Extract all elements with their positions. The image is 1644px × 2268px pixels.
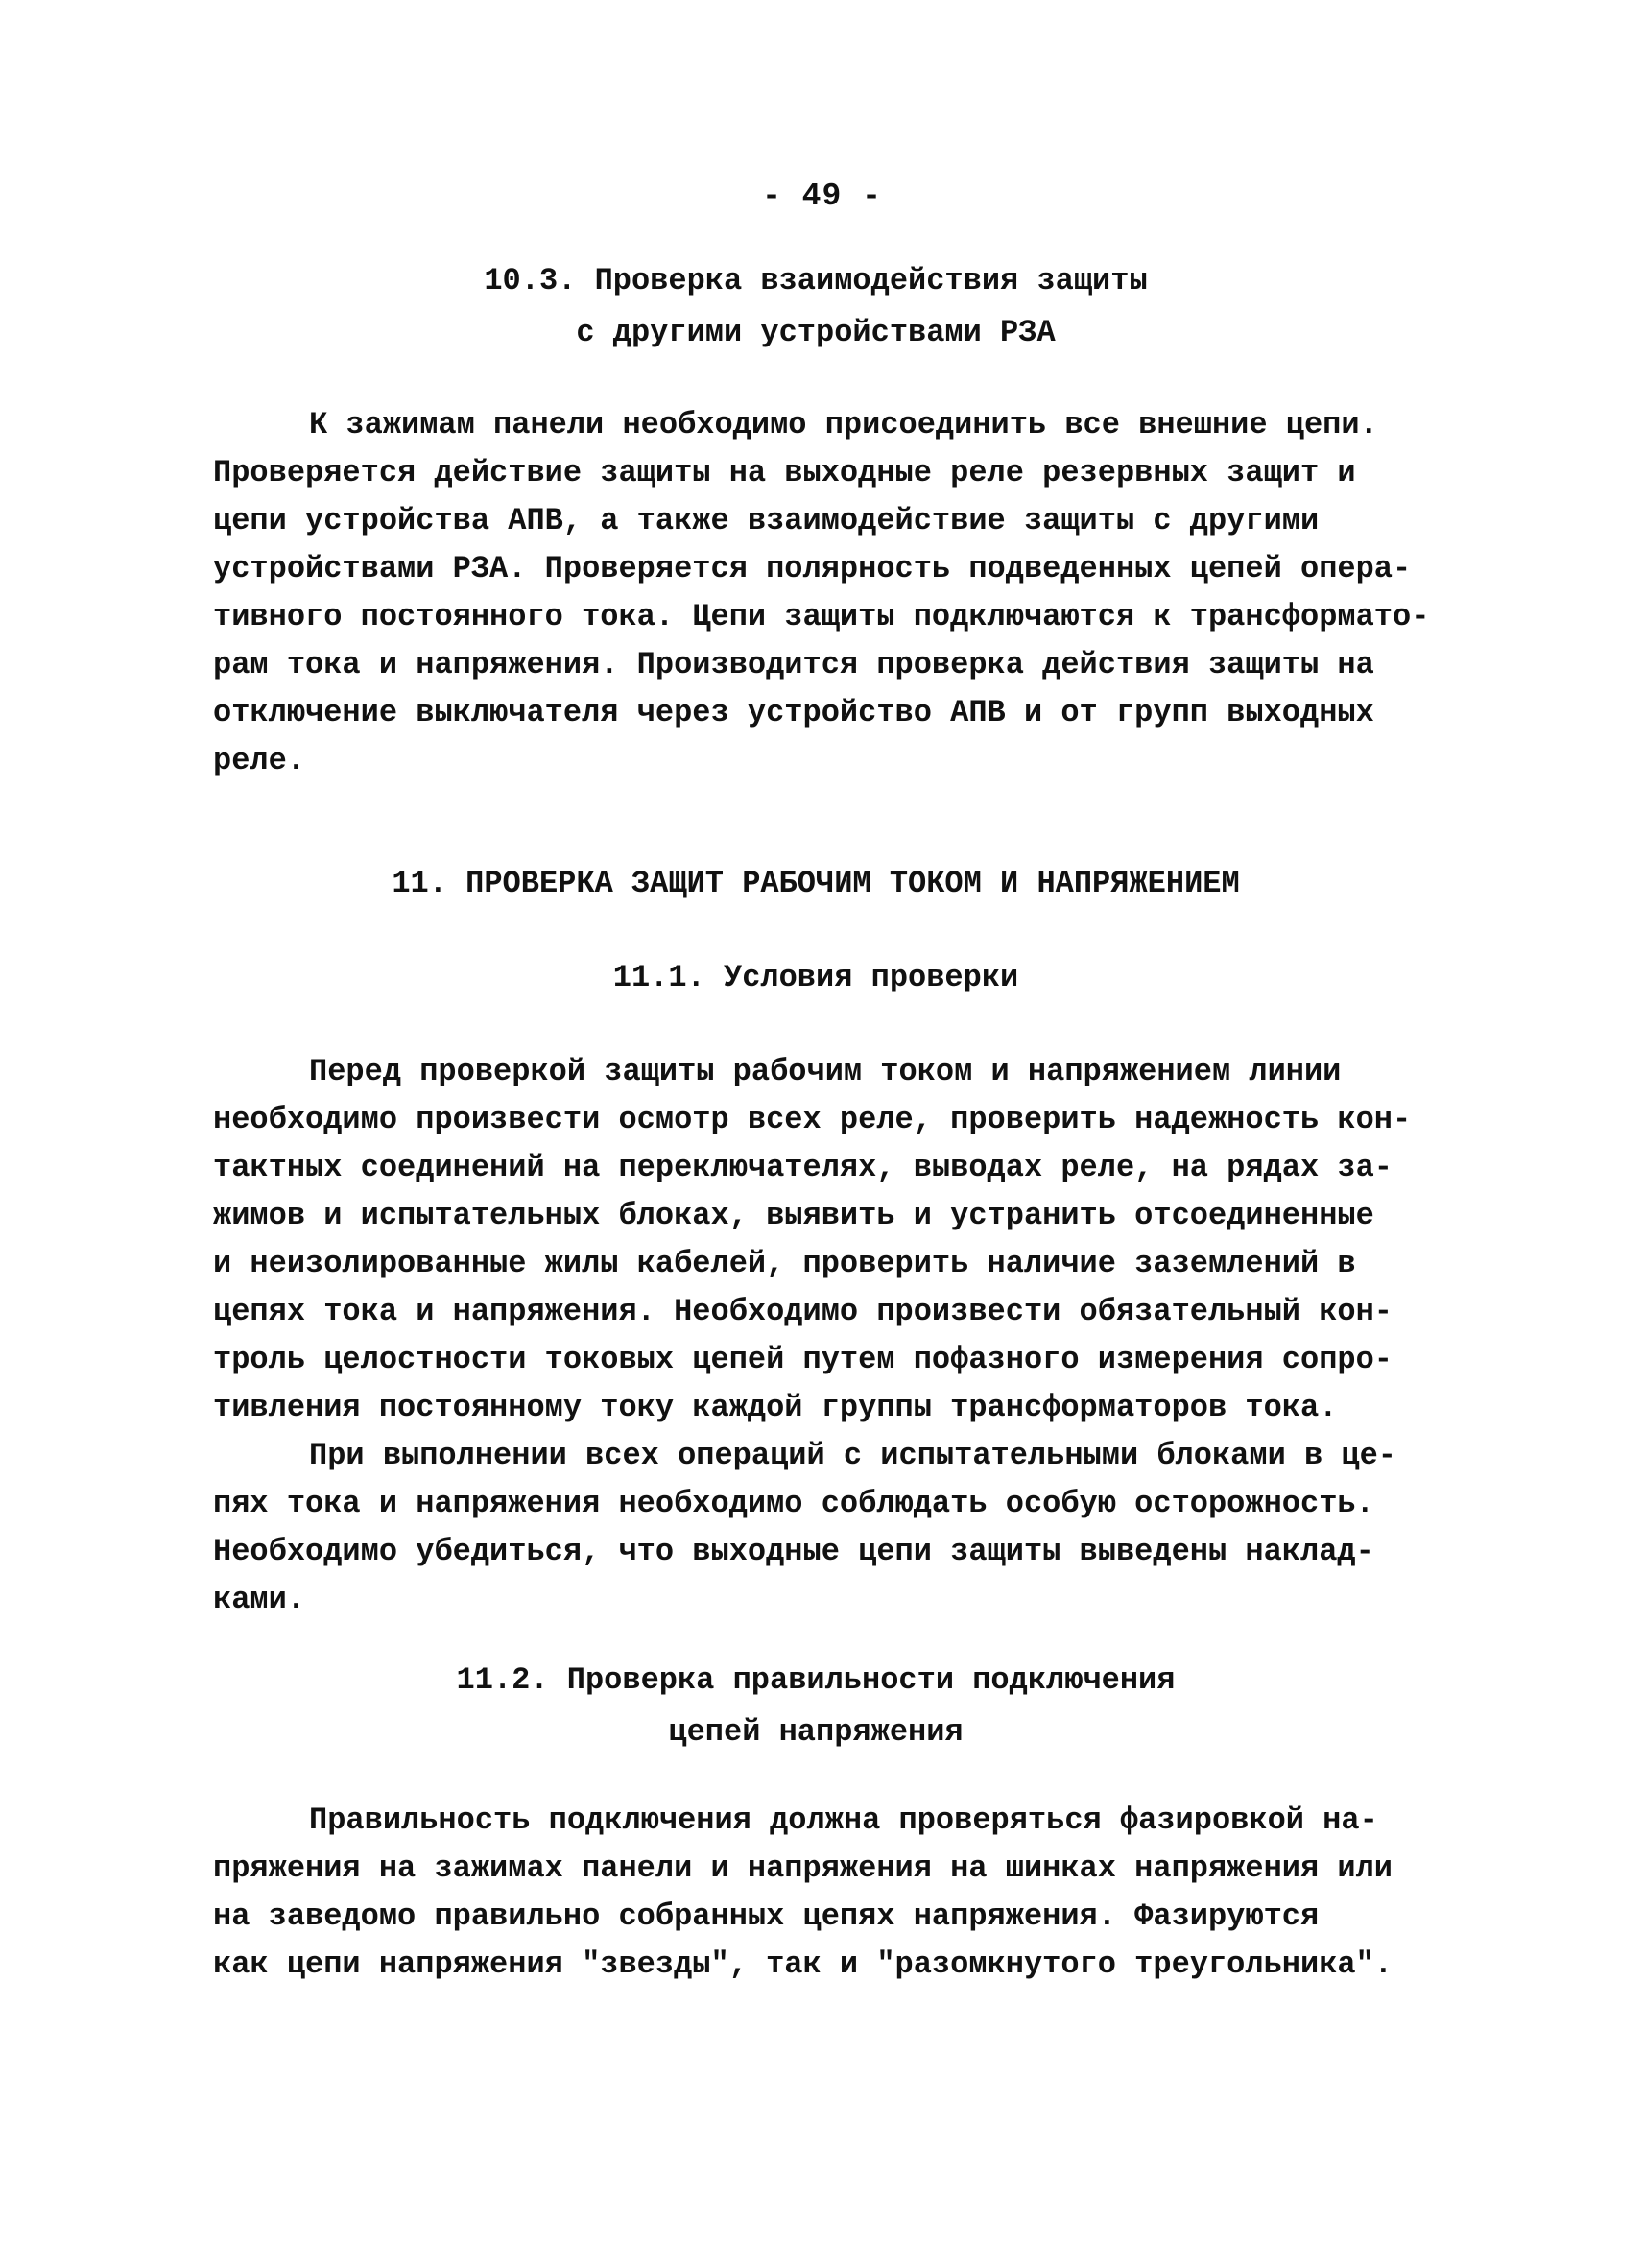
heading-line: 11.1. Условия проверки — [612, 960, 1019, 995]
paragraph-line: жимов и испытательных блоках, выявить и устранить отсоединенные — [213, 1198, 1374, 1233]
paragraph-line: отключение выключателя через устройство АПВ и от групп выходных — [213, 695, 1374, 730]
page-number: - 49 - — [762, 179, 882, 214]
section-11-1-paragraph-2 — [213, 1432, 1396, 1624]
paragraph-line: Проверяется действие защиты на выходные реле резервных защит и — [213, 455, 1356, 490]
paragraph-line: рам тока и напряжения. Производится проверка действия защиты на — [213, 647, 1374, 682]
paragraph-line: устройствами РЗА. Проверяется полярность подведенных цепей опера- — [213, 551, 1412, 586]
section-11-1-heading — [192, 952, 1440, 1004]
heading-line: 10.3. Проверка взаимодействия защиты — [484, 263, 1148, 298]
paragraph-line: троль целостности токовых цепей путем пофазного измерения сопро- — [213, 1342, 1393, 1377]
paragraph-line: тактных соединений на переключателях, выводах реле, на рядах за- — [213, 1150, 1393, 1185]
paragraph-line: необходимо произвести осмотр всех реле, проверить надежность кон- — [213, 1102, 1412, 1137]
paragraph-line: тивления постоянному току каждой группы трансформаторов тока. — [213, 1390, 1338, 1425]
paragraph-line: цепях тока и напряжения. Необходимо произвести обязательный кон- — [213, 1294, 1393, 1329]
paragraph-line: При выполнении всех операций с испытательными блоками в це- — [309, 1438, 1396, 1473]
paragraph-line: реле. — [213, 743, 306, 778]
paragraph-line: на заведомо правильно собранных цепях напряжения. Фазируются — [213, 1898, 1320, 1934]
section-10-3-paragraph — [213, 401, 1429, 785]
heading-line: 11.2. Проверка правильности подключения — [456, 1662, 1176, 1698]
section-11-heading — [192, 858, 1440, 910]
section-11-2-heading — [192, 1655, 1440, 1758]
section-11-2-paragraph — [213, 1797, 1393, 1989]
paragraph-line: Необходимо убедиться, что выходные цепи защиты выведены наклад- — [213, 1534, 1374, 1569]
paragraph-line: цепи устройства АПВ, а также взаимодействие защиты с другими — [213, 503, 1320, 538]
heading-line: с другими устройствами РЗА — [576, 315, 1056, 350]
paragraph-line: тивного постоянного тока. Цепи защиты подключаются к трансформато- — [213, 599, 1430, 634]
paragraph-line: и неизолированные жилы кабелей, проверить наличие заземлений в — [213, 1246, 1356, 1281]
heading-line: цепей напряжения — [668, 1714, 964, 1750]
paragraph-line: ками. — [213, 1582, 306, 1617]
section-10-3-heading — [192, 255, 1440, 359]
paragraph-line: Правильность подключения должна проверяться фазировкой на- — [309, 1802, 1378, 1838]
paragraph-line: К зажимам панели необходимо присоединить все внешние цепи. — [309, 407, 1378, 442]
paragraph-line: как цепи напряжения "звезды", так и "разомкнутого треугольника". — [213, 1946, 1393, 1982]
section-11-1-paragraph-1 — [213, 1048, 1411, 1432]
paragraph-line: пряжения на зажимах панели и напряжения на шинках напряжения или — [213, 1850, 1393, 1886]
paragraph-line: пях тока и напряжения необходимо соблюдать особую осторожность. — [213, 1486, 1374, 1521]
heading-line: 11. ПРОВЕРКА ЗАЩИТ РАБОЧИМ ТОКОМ И НАПРЯЖЕНИЕМ — [392, 866, 1240, 901]
paragraph-line: Перед проверкой защиты рабочим током и напряжением линии — [309, 1054, 1342, 1089]
